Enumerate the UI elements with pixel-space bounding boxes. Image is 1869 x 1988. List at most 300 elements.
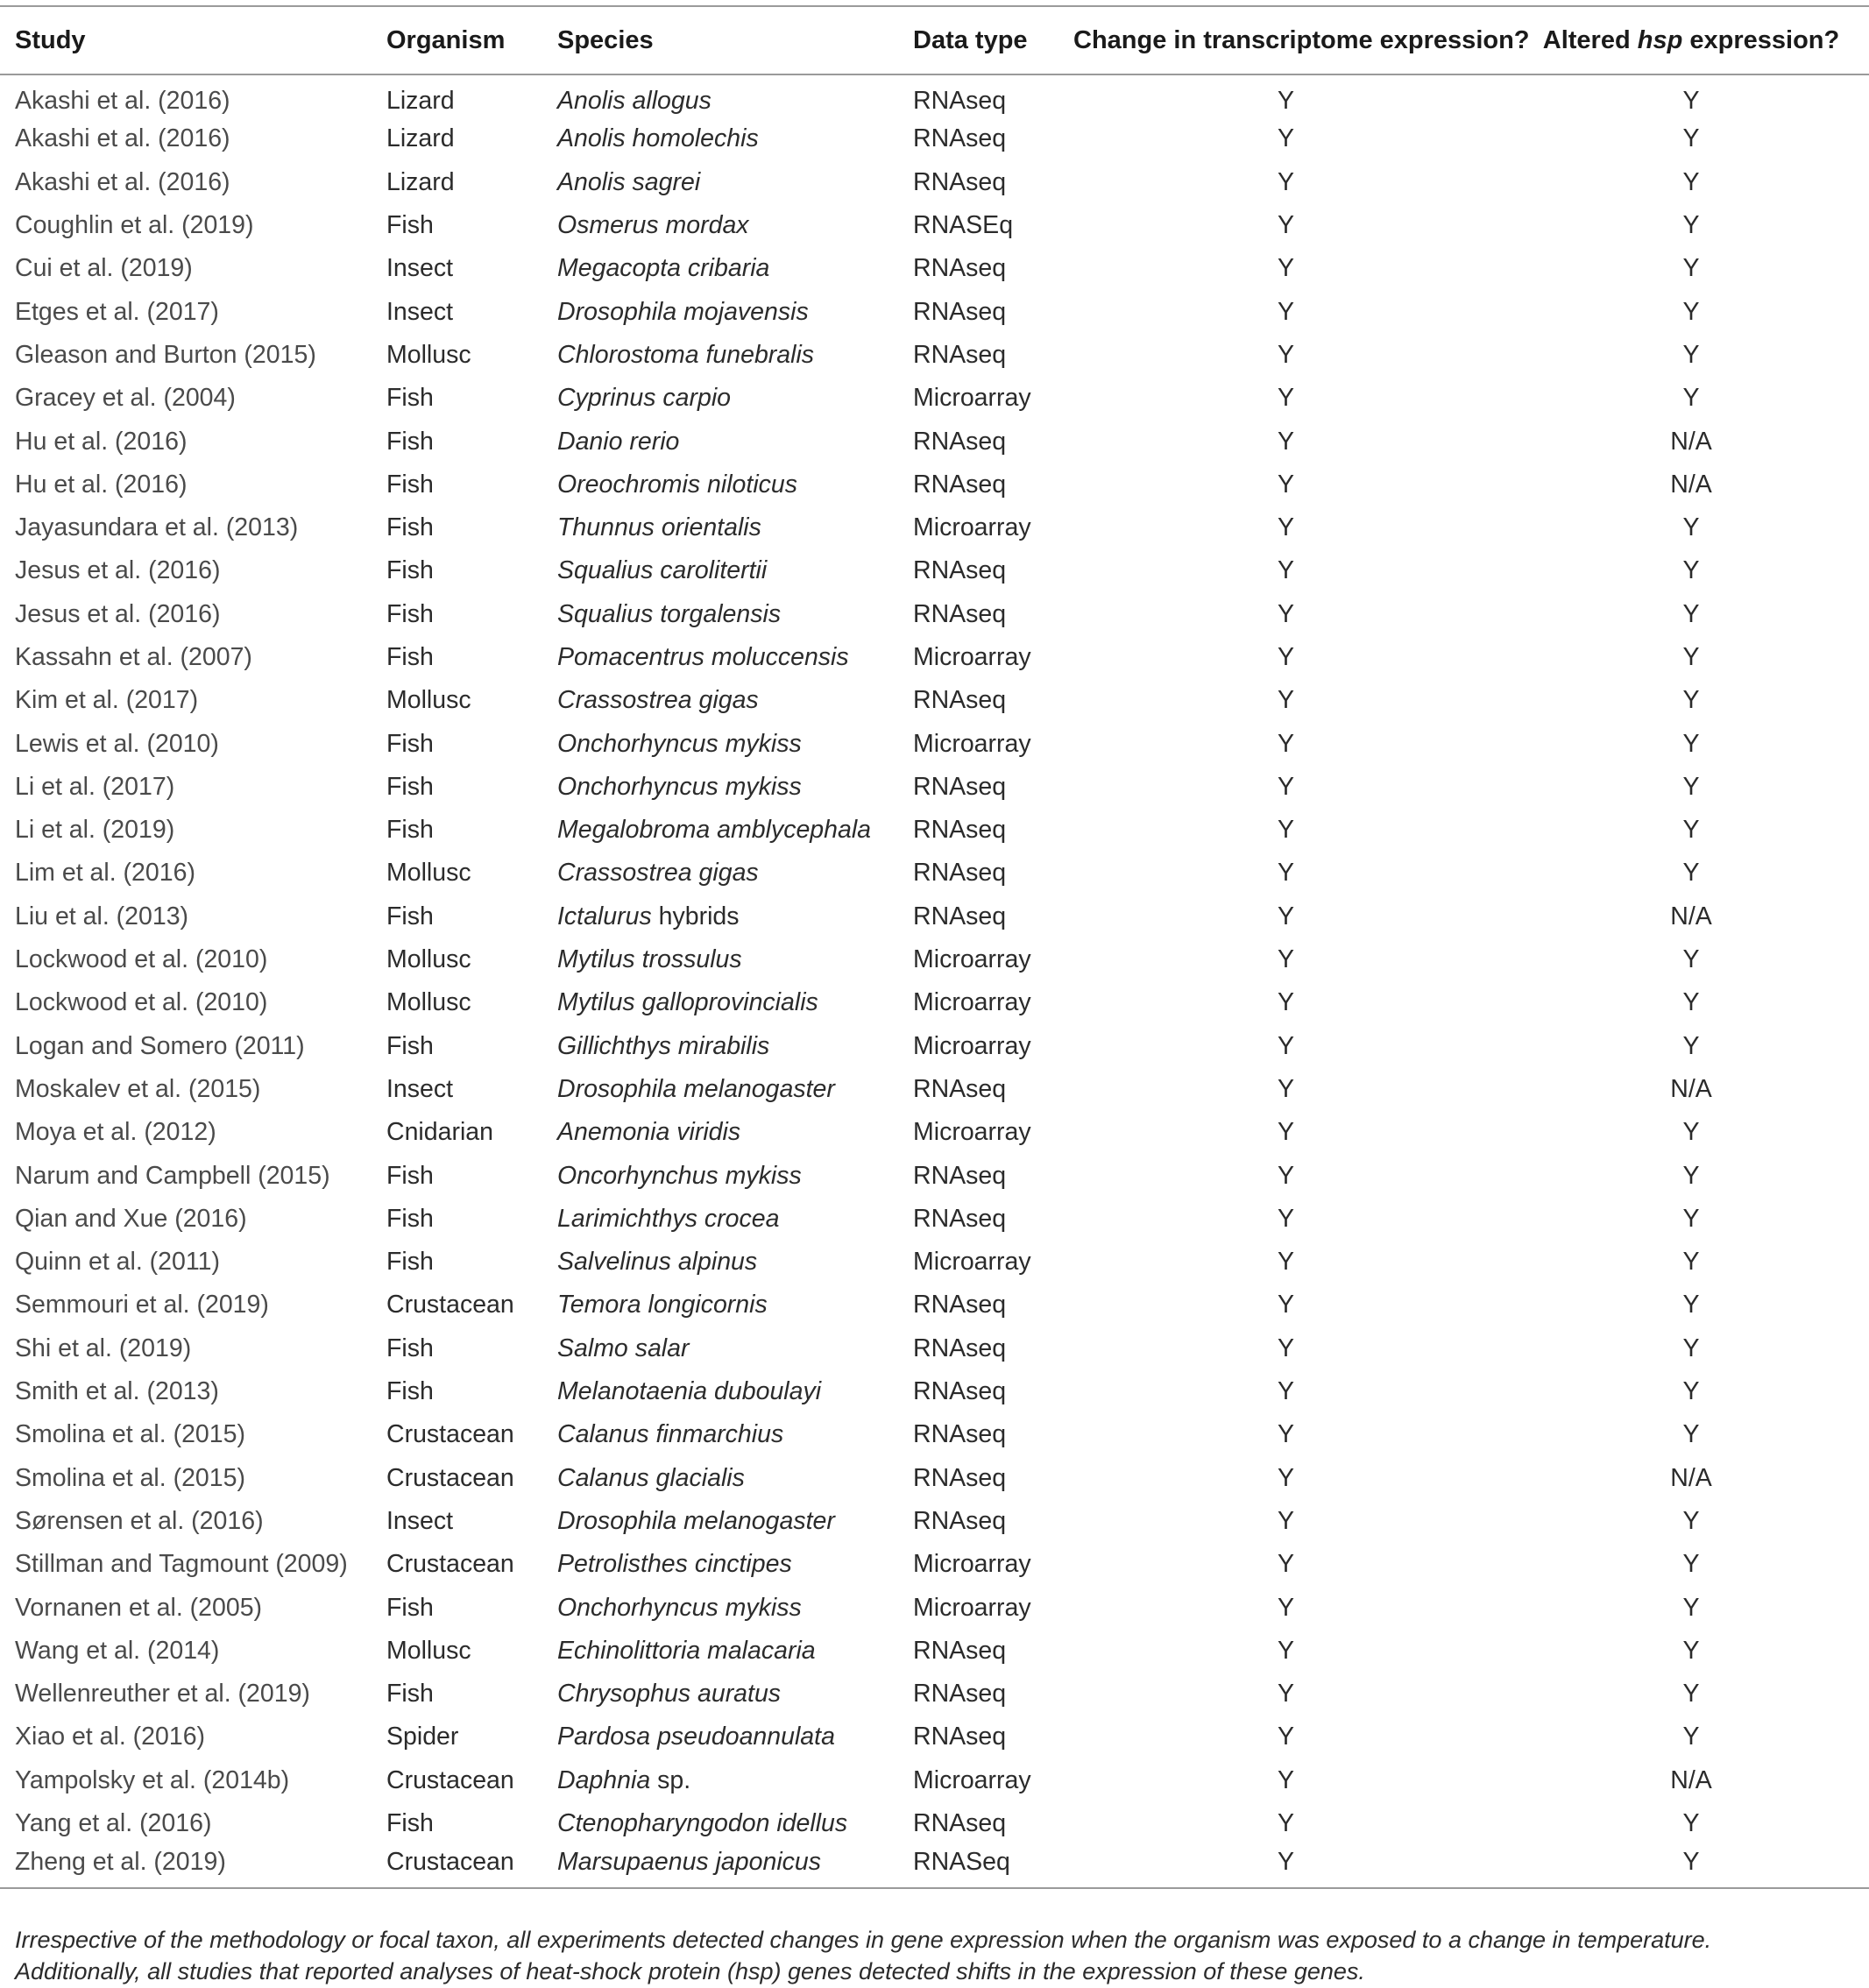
cell-change-transcriptome: Y bbox=[1277, 1248, 1294, 1277]
cell-study: Liu et al. (2013) bbox=[15, 902, 189, 930]
species-name: Crassostrea gigas bbox=[557, 859, 759, 888]
cell-change-transcriptome: Y bbox=[1277, 1593, 1294, 1622]
cell-study: Akashi et al. (2016) bbox=[15, 167, 230, 196]
cell-altered-hsp: Y bbox=[1682, 254, 1700, 283]
table-row bbox=[0, 722, 1869, 765]
species-name: Daphnia bbox=[557, 1765, 651, 1794]
cell-organism: Lizard bbox=[386, 86, 455, 115]
cell-study: Yampolsky et al. (2014b) bbox=[15, 1765, 290, 1794]
cell-change-transcriptome: Y bbox=[1277, 86, 1294, 115]
cell-organism: Cnidarian bbox=[386, 1118, 493, 1147]
cell-altered-hsp: Y bbox=[1682, 945, 1700, 974]
cell-data-type: RNAseq bbox=[913, 1377, 1007, 1406]
table-row bbox=[0, 895, 1869, 938]
species-name: Chrysophus auratus bbox=[557, 1680, 782, 1709]
cell-data-type: Microarray bbox=[913, 513, 1031, 542]
cell-species bbox=[557, 204, 913, 247]
cell-change-transcriptome: Y bbox=[1073, 1845, 1498, 1888]
cell-study: Gleason and Burton (2015) bbox=[15, 340, 316, 369]
cell-altered-hsp: Y bbox=[1682, 859, 1700, 888]
cell-change-transcriptome: Y bbox=[1277, 1334, 1294, 1362]
species-name: Pardosa pseudoannulata bbox=[557, 1723, 835, 1751]
cell-species bbox=[557, 1025, 913, 1068]
cell-study: Cui et al. (2019) bbox=[15, 254, 193, 283]
cell-species bbox=[557, 1154, 913, 1197]
cell-species bbox=[557, 679, 913, 722]
table-row bbox=[0, 247, 1869, 290]
cell-organism: Insect bbox=[386, 1074, 454, 1103]
cell-data-type: Microarray bbox=[913, 1031, 1031, 1060]
table-row bbox=[0, 506, 1869, 549]
cell-study: Kassahn et al. (2007) bbox=[15, 643, 252, 671]
cell-organism: Insect bbox=[386, 254, 454, 283]
cell-species bbox=[557, 1543, 913, 1586]
table-footnote bbox=[15, 1924, 1855, 1987]
cell-altered-hsp: Y bbox=[1498, 1845, 1869, 1888]
footnote-line-2: Additionally, all studies that reported analyses of heat-shock protein (hsp) genes detected shifts in the expression of these genes. bbox=[15, 1958, 1365, 1984]
species-name: Squalius torgalensis bbox=[557, 599, 782, 628]
cell-organism: Crustacean bbox=[386, 1550, 514, 1579]
cell-change-transcriptome: Y bbox=[1277, 1377, 1294, 1406]
cell-data-type: RNAseq bbox=[913, 902, 1007, 930]
cell-organism: Lizard bbox=[386, 124, 455, 153]
species-name: Osmerus mordax bbox=[557, 211, 749, 240]
species-name: Anolis homolechis bbox=[557, 124, 759, 153]
cell-data-type: RNAseq bbox=[913, 297, 1007, 326]
cell-data-type: RNAseq bbox=[913, 556, 1007, 585]
cell-study: Zheng et al. (2019) bbox=[0, 1845, 386, 1888]
table-row bbox=[0, 1025, 1869, 1068]
cell-study: Akashi et al. (2016) bbox=[15, 86, 230, 115]
species-name: Melanotaenia duboulayi bbox=[557, 1377, 822, 1406]
cell-altered-hsp: Y bbox=[1682, 1031, 1700, 1060]
cell-change-transcriptome: Y bbox=[1277, 1809, 1294, 1838]
cell-study: Etges et al. (2017) bbox=[15, 297, 219, 326]
cell-change-transcriptome: Y bbox=[1277, 1204, 1294, 1233]
cell-altered-hsp: Y bbox=[1682, 1118, 1700, 1147]
species-name: Chlorostoma funebralis bbox=[557, 340, 815, 369]
cell-study: Kim et al. (2017) bbox=[15, 686, 199, 715]
cell-species bbox=[557, 1284, 913, 1327]
cell-change-transcriptome: Y bbox=[1277, 902, 1294, 930]
cell-altered-hsp: Y bbox=[1682, 124, 1700, 153]
cell-altered-hsp: Y bbox=[1682, 1420, 1700, 1449]
table-row bbox=[0, 1759, 1869, 1802]
cell-species bbox=[557, 1802, 913, 1845]
cell-change-transcriptome: Y bbox=[1277, 427, 1294, 456]
cell-altered-hsp: Y bbox=[1682, 1248, 1700, 1277]
cell-data-type: Microarray bbox=[913, 643, 1031, 671]
cell-change-transcriptome: Y bbox=[1277, 1463, 1294, 1492]
cell-organism: Crustacean bbox=[386, 1845, 557, 1888]
cell-altered-hsp: Y bbox=[1682, 772, 1700, 801]
cell-data-type: RNAseq bbox=[913, 124, 1007, 153]
cell-organism: Lizard bbox=[386, 167, 455, 196]
cell-altered-hsp: Y bbox=[1682, 816, 1700, 845]
cell-species bbox=[557, 1673, 913, 1716]
species-name: Danio rerio bbox=[557, 427, 680, 456]
cell-study: Jesus et al. (2016) bbox=[15, 556, 221, 585]
cell-data-type: Microarray bbox=[913, 1248, 1031, 1277]
cell-data-type: RNASEq bbox=[913, 211, 1014, 240]
cell-data-type: RNAseq bbox=[913, 859, 1007, 888]
species-name: Anolis sagrei bbox=[557, 167, 701, 196]
cell-study: Yang et al. (2016) bbox=[15, 1809, 212, 1838]
cell-data-type: Microarray bbox=[913, 1118, 1031, 1147]
cell-data-type: RNAseq bbox=[913, 1420, 1007, 1449]
cell-data-type: Microarray bbox=[913, 988, 1031, 1017]
cell-altered-hsp: Y bbox=[1682, 1636, 1700, 1665]
cell-organism: Crustacean bbox=[386, 1765, 514, 1794]
cell-altered-hsp: Y bbox=[1682, 1204, 1700, 1233]
species-name: Ictalurus bbox=[557, 902, 652, 930]
cell-study: Stillman and Tagmount (2009) bbox=[15, 1550, 348, 1579]
species-name: Drosophila melanogaster bbox=[557, 1506, 835, 1535]
cell-data-type: RNAseq bbox=[913, 254, 1007, 283]
cell-species bbox=[557, 1413, 913, 1456]
cell-species bbox=[557, 895, 913, 938]
cell-organism: Insect bbox=[386, 297, 454, 326]
cell-change-transcriptome: Y bbox=[1277, 1118, 1294, 1147]
table-row bbox=[0, 1241, 1869, 1284]
cell-altered-hsp: Y bbox=[1682, 686, 1700, 715]
cell-study: Moya et al. (2012) bbox=[15, 1118, 216, 1147]
table-row bbox=[0, 1500, 1869, 1543]
cell-species bbox=[557, 161, 913, 204]
cell-study: Wang et al. (2014) bbox=[15, 1636, 220, 1665]
cell-organism: Fish bbox=[386, 643, 434, 671]
table-row bbox=[0, 1802, 1869, 1845]
cell-change-transcriptome: Y bbox=[1277, 1550, 1294, 1579]
cell-change-transcriptome: Y bbox=[1277, 729, 1294, 758]
species-name: Salmo salar bbox=[557, 1334, 690, 1362]
cell-study: Sørensen et al. (2016) bbox=[15, 1506, 264, 1535]
table-body bbox=[0, 74, 1869, 1888]
cell-organism: Fish bbox=[386, 902, 434, 930]
cell-species bbox=[557, 334, 913, 377]
cell-altered-hsp: Y bbox=[1682, 513, 1700, 542]
species-name: Temora longicornis bbox=[557, 1291, 768, 1319]
cell-organism: Fish bbox=[386, 513, 434, 542]
cell-species bbox=[557, 377, 913, 420]
cell-data-type: Microarray bbox=[913, 729, 1031, 758]
table-row bbox=[0, 766, 1869, 809]
cell-study: Semmouri et al. (2019) bbox=[15, 1291, 269, 1319]
cell-study: Xiao et al. (2016) bbox=[15, 1723, 206, 1751]
table-row bbox=[0, 1630, 1869, 1673]
cell-change-transcriptome: Y bbox=[1277, 167, 1294, 196]
cell-data-type: Microarray bbox=[913, 1550, 1031, 1579]
cell-study: Moskalev et al. (2015) bbox=[15, 1074, 261, 1103]
cell-species bbox=[557, 1111, 913, 1154]
header-organism: Organism bbox=[386, 6, 557, 74]
table-row bbox=[0, 420, 1869, 463]
cell-altered-hsp: Y bbox=[1682, 1291, 1700, 1319]
cell-change-transcriptome: Y bbox=[1277, 859, 1294, 888]
table-row bbox=[0, 938, 1869, 981]
table-row bbox=[0, 1543, 1869, 1586]
footnote-line-1: Irrespective of the methodology or focal taxon, all experiments detected changes in gene expression when the organism was exposed to a change in temperature. bbox=[15, 1927, 1712, 1953]
cell-data-type: RNAseq bbox=[913, 816, 1007, 845]
cell-data-type: RNAseq bbox=[913, 1506, 1007, 1535]
cell-change-transcriptome: Y bbox=[1277, 1680, 1294, 1709]
cell-change-transcriptome: Y bbox=[1277, 1291, 1294, 1319]
table-row bbox=[0, 981, 1869, 1024]
header-species: Species bbox=[557, 6, 913, 74]
cell-species bbox=[557, 593, 913, 636]
table-row bbox=[0, 1068, 1869, 1111]
table-row bbox=[0, 1716, 1869, 1758]
table-row bbox=[0, 334, 1869, 377]
cell-organism: Mollusc bbox=[386, 988, 471, 1017]
cell-species bbox=[557, 74, 913, 117]
cell-organism: Crustacean bbox=[386, 1291, 514, 1319]
cell-data-type: Microarray bbox=[913, 384, 1031, 413]
cell-organism: Fish bbox=[386, 816, 434, 845]
cell-data-type: RNAseq bbox=[913, 1204, 1007, 1233]
cell-altered-hsp: N/A bbox=[1670, 427, 1712, 456]
cell-species bbox=[557, 722, 913, 765]
table-row bbox=[0, 593, 1869, 636]
table-row bbox=[0, 549, 1869, 592]
species-name: Oreochromis niloticus bbox=[557, 470, 798, 499]
cell-change-transcriptome: Y bbox=[1277, 384, 1294, 413]
cell-change-transcriptome: Y bbox=[1277, 1420, 1294, 1449]
cell-change-transcriptome: Y bbox=[1277, 599, 1294, 628]
cell-data-type: RNAseq bbox=[913, 1334, 1007, 1362]
cell-altered-hsp: Y bbox=[1682, 1377, 1700, 1406]
cell-organism: Fish bbox=[386, 1809, 434, 1838]
table-row bbox=[0, 679, 1869, 722]
cell-study: Lewis et al. (2010) bbox=[15, 729, 219, 758]
cell-species bbox=[557, 463, 913, 506]
table-row bbox=[0, 1673, 1869, 1716]
table-row bbox=[0, 290, 1869, 333]
cell-species bbox=[557, 1630, 913, 1673]
cell-organism: Fish bbox=[386, 599, 434, 628]
cell-species bbox=[557, 809, 913, 852]
cell-species bbox=[557, 1457, 913, 1500]
cell-study: Akashi et al. (2016) bbox=[15, 124, 230, 153]
cell-change-transcriptome: Y bbox=[1277, 297, 1294, 326]
cell-species bbox=[557, 290, 913, 333]
cell-altered-hsp: Y bbox=[1682, 556, 1700, 585]
species-name: Squalius carolitertii bbox=[557, 556, 768, 585]
cell-study: Hu et al. (2016) bbox=[15, 427, 188, 456]
cell-change-transcriptome: Y bbox=[1277, 686, 1294, 715]
cell-altered-hsp: Y bbox=[1682, 1723, 1700, 1751]
table-row bbox=[0, 161, 1869, 204]
cell-altered-hsp: Y bbox=[1682, 1506, 1700, 1535]
cell-organism: Insect bbox=[386, 1506, 454, 1535]
header-study: Study bbox=[0, 6, 386, 74]
cell-species bbox=[557, 938, 913, 981]
cell-data-type: RNAseq bbox=[913, 427, 1007, 456]
table-row bbox=[0, 463, 1869, 506]
cell-data-type: RNASeq bbox=[913, 1845, 1073, 1888]
cell-data-type: RNAseq bbox=[913, 167, 1007, 196]
species-name: Thunnus orientalis bbox=[557, 513, 761, 542]
cell-change-transcriptome: Y bbox=[1277, 1031, 1294, 1060]
cell-organism: Mollusc bbox=[386, 945, 471, 974]
cell-change-transcriptome: Y bbox=[1277, 1161, 1294, 1190]
species-name: Mytilus galloprovincialis bbox=[557, 988, 818, 1017]
cell-altered-hsp: Y bbox=[1682, 297, 1700, 326]
cell-altered-hsp: Y bbox=[1682, 599, 1700, 628]
cell-organism: Fish bbox=[386, 211, 434, 240]
cell-altered-hsp: N/A bbox=[1670, 1463, 1712, 1492]
cell-altered-hsp: Y bbox=[1682, 167, 1700, 196]
cell-species bbox=[557, 506, 913, 549]
table-row bbox=[0, 204, 1869, 247]
cell-change-transcriptome: Y bbox=[1277, 945, 1294, 974]
cell-data-type: RNAseq bbox=[913, 1161, 1007, 1190]
species-name: Calanus finmarchius bbox=[557, 1420, 784, 1449]
species-name: Crassostrea gigas bbox=[557, 686, 759, 715]
cell-altered-hsp: Y bbox=[1682, 1809, 1700, 1838]
species-suffix: hybrids bbox=[651, 902, 740, 930]
species-name: Oncorhynchus mykiss bbox=[557, 1161, 802, 1190]
header-hsp-italic: hsp bbox=[1637, 25, 1683, 54]
cell-altered-hsp: Y bbox=[1682, 340, 1700, 369]
cell-data-type: RNAseq bbox=[913, 1463, 1007, 1492]
species-name: Cyprinus carpio bbox=[557, 384, 731, 413]
cell-species bbox=[557, 1327, 913, 1370]
cell-altered-hsp: Y bbox=[1682, 1680, 1700, 1709]
cell-species bbox=[557, 766, 913, 809]
table-row bbox=[0, 1845, 1869, 1888]
species-name: Onchorhyncus mykiss bbox=[557, 772, 802, 801]
cell-data-type: RNAseq bbox=[913, 1680, 1007, 1709]
species-name: Onchorhyncus mykiss bbox=[557, 1593, 802, 1622]
table-row bbox=[0, 74, 1869, 117]
species-name: Anemonia viridis bbox=[557, 1118, 741, 1147]
cell-study: Lim et al. (2016) bbox=[15, 859, 195, 888]
cell-altered-hsp: Y bbox=[1682, 1593, 1700, 1622]
header-data-type: Data type bbox=[913, 6, 1073, 74]
species-suffix: sp. bbox=[650, 1765, 691, 1794]
cell-altered-hsp: Y bbox=[1682, 1161, 1700, 1190]
cell-study: Li et al. (2017) bbox=[15, 772, 175, 801]
table-row bbox=[0, 1327, 1869, 1370]
cell-change-transcriptome: Y bbox=[1277, 772, 1294, 801]
table-row bbox=[0, 1154, 1869, 1197]
cell-study: Quinn et al. (2011) bbox=[15, 1248, 220, 1277]
cell-data-type: RNAseq bbox=[913, 1636, 1007, 1665]
table-row bbox=[0, 1111, 1869, 1154]
species-name: Larimichthys crocea bbox=[557, 1204, 780, 1233]
cell-data-type: Microarray bbox=[913, 945, 1031, 974]
cell-change-transcriptome: Y bbox=[1277, 1636, 1294, 1665]
cell-species bbox=[557, 1241, 913, 1284]
species-name: Megacopta cribaria bbox=[557, 254, 770, 283]
table-row bbox=[0, 1457, 1869, 1500]
table-row bbox=[0, 117, 1869, 160]
cell-species bbox=[557, 247, 913, 290]
species-name: Drosophila mojavensis bbox=[557, 297, 809, 326]
cell-study: Hu et al. (2016) bbox=[15, 470, 188, 499]
cell-data-type: RNAseq bbox=[913, 686, 1007, 715]
cell-organism: Fish bbox=[386, 556, 434, 585]
cell-change-transcriptome: Y bbox=[1277, 556, 1294, 585]
cell-altered-hsp: Y bbox=[1682, 729, 1700, 758]
cell-species bbox=[557, 1198, 913, 1241]
cell-study: Gracey et al. (2004) bbox=[15, 384, 236, 413]
cell-organism: Fish bbox=[386, 470, 434, 499]
cell-data-type: Microarray bbox=[913, 1765, 1031, 1794]
table-row bbox=[0, 1284, 1869, 1327]
cell-change-transcriptome: Y bbox=[1277, 340, 1294, 369]
cell-study: Shi et al. (2019) bbox=[15, 1334, 192, 1362]
cell-data-type: RNAseq bbox=[913, 340, 1007, 369]
studies-table bbox=[0, 5, 1869, 1889]
cell-organism: Fish bbox=[386, 772, 434, 801]
cell-altered-hsp: Y bbox=[1682, 211, 1700, 240]
table-row bbox=[0, 809, 1869, 852]
species-name: Petrolisthes cinctipes bbox=[557, 1550, 792, 1579]
species-name: Megalobroma amblycephala bbox=[557, 816, 872, 845]
cell-altered-hsp: N/A bbox=[1670, 470, 1712, 499]
cell-altered-hsp: Y bbox=[1682, 384, 1700, 413]
cell-altered-hsp: Y bbox=[1682, 988, 1700, 1017]
species-name: Onchorhyncus mykiss bbox=[557, 729, 802, 758]
species-name: Ctenopharyngodon idellus bbox=[557, 1809, 848, 1838]
cell-change-transcriptome: Y bbox=[1277, 124, 1294, 153]
cell-change-transcriptome: Y bbox=[1277, 1765, 1294, 1794]
cell-change-transcriptome: Y bbox=[1277, 513, 1294, 542]
species-name: Anolis allogus bbox=[557, 86, 711, 115]
cell-data-type: RNAseq bbox=[913, 470, 1007, 499]
cell-study: Qian and Xue (2016) bbox=[15, 1204, 247, 1233]
cell-data-type: Microarray bbox=[913, 1593, 1031, 1622]
cell-altered-hsp: N/A bbox=[1670, 902, 1712, 930]
cell-organism: Crustacean bbox=[386, 1420, 514, 1449]
species-name: Gillichthys mirabilis bbox=[557, 1031, 770, 1060]
cell-species bbox=[557, 1716, 913, 1758]
cell-data-type: RNAseq bbox=[913, 1074, 1007, 1103]
cell-data-type: RNAseq bbox=[913, 1809, 1007, 1838]
species-name: Marsupaenus japonicus bbox=[557, 1847, 822, 1876]
cell-study: Smolina et al. (2015) bbox=[15, 1463, 245, 1492]
cell-study: Jesus et al. (2016) bbox=[15, 599, 221, 628]
table-header bbox=[0, 6, 1869, 74]
cell-organism: Fish bbox=[386, 427, 434, 456]
cell-study: Li et al. (2019) bbox=[15, 816, 175, 845]
cell-change-transcriptome: Y bbox=[1277, 816, 1294, 845]
cell-change-transcriptome: Y bbox=[1277, 211, 1294, 240]
cell-study: Lockwood et al. (2010) bbox=[15, 988, 268, 1017]
species-name: Mytilus trossulus bbox=[557, 945, 742, 974]
cell-species bbox=[557, 852, 913, 895]
cell-altered-hsp: Y bbox=[1682, 643, 1700, 671]
cell-organism: Fish bbox=[386, 1204, 434, 1233]
header-hsp-suffix: expression? bbox=[1682, 25, 1840, 54]
cell-data-type: RNAseq bbox=[913, 772, 1007, 801]
cell-study: Smith et al. (2013) bbox=[15, 1377, 219, 1406]
cell-organism: Fish bbox=[386, 384, 434, 413]
cell-organism: Fish bbox=[386, 1334, 434, 1362]
table-row bbox=[0, 636, 1869, 679]
cell-organism: Mollusc bbox=[386, 340, 471, 369]
cell-species bbox=[557, 1759, 913, 1802]
header-altered-hsp bbox=[1498, 6, 1869, 74]
cell-study: Jayasundara et al. (2013) bbox=[15, 513, 299, 542]
cell-species bbox=[557, 1845, 913, 1888]
cell-organism: Crustacean bbox=[386, 1463, 514, 1492]
cell-study: Smolina et al. (2015) bbox=[15, 1420, 245, 1449]
table-row bbox=[0, 1413, 1869, 1456]
cell-organism: Mollusc bbox=[386, 686, 471, 715]
